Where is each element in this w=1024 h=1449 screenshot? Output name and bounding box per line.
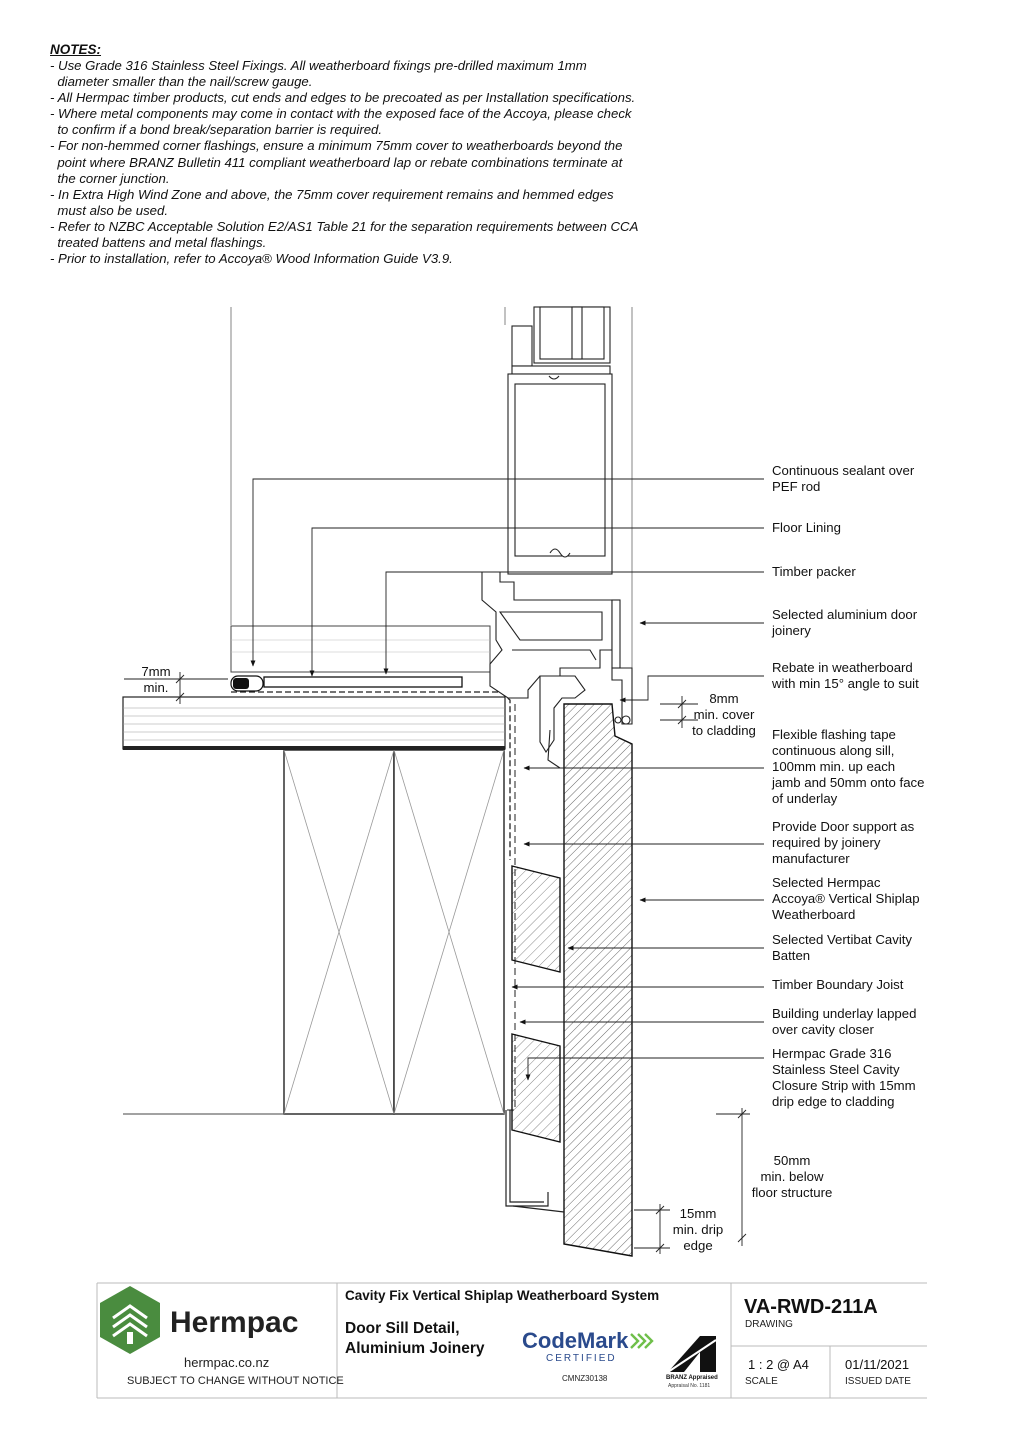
note-line: - Use Grade 316 Stainless Steel Fixings. All weatherboard fixings pre-drilled maximum 1mm bbox=[50, 58, 587, 73]
timber-boundary-joist bbox=[123, 750, 504, 1114]
scale-value: 1 : 2 @ A4 bbox=[748, 1357, 809, 1372]
note-line: - Prior to installation, refer to Accoya® Wood Information Guide V3.9. bbox=[50, 251, 453, 267]
note-line: must also be used. bbox=[50, 202, 169, 218]
label-door-support: Provide Door support as required by joinery manufacturer bbox=[772, 819, 915, 866]
label-closure-strip: Hermpac Grade 316 Stainless Steel Cavity Closure Strip with 15mm drip edge to cladding bbox=[772, 1046, 916, 1109]
website-text: hermpac.co.nz bbox=[184, 1355, 270, 1370]
label-rebate: Rebate in weatherboard with min 15° angle to suit bbox=[772, 660, 919, 691]
dim-15mm-label: 15mm min. drip edge bbox=[672, 1206, 724, 1253]
drawing-number: VA-RWD-211A bbox=[744, 1296, 878, 1318]
brand-name: Hermpac bbox=[170, 1306, 299, 1339]
dim-50mm-label: 50mm min. below floor structure bbox=[751, 1153, 833, 1200]
dim-8mm-label: 8mm min. cover to cladding bbox=[692, 691, 756, 738]
system-title: Cavity Fix Vertical Shiplap Weatherboard System bbox=[345, 1288, 660, 1303]
codemark-logo: CodeMark bbox=[522, 1328, 629, 1353]
codemark-certified: CERTIFIED bbox=[546, 1353, 617, 1364]
floor-lining bbox=[231, 626, 490, 672]
note-line: the corner junction. bbox=[50, 170, 170, 186]
branz-mark-icon bbox=[668, 1336, 716, 1372]
note-line: - In Extra High Wind Zone and above, the 75mm cover requirement remains and hemmed edges bbox=[50, 186, 614, 202]
drawing-label: DRAWING bbox=[745, 1319, 793, 1330]
dim-7mm-label: 7mm min. bbox=[141, 664, 171, 695]
label-flashing-tape: Flexible flashing tape continuous along sill, 100mm min. up each jamb and 50mm onto face of underlay bbox=[772, 727, 925, 806]
label-weatherboard: Selected Hermpac Accoya® Vertical Shiplap Weatherboard bbox=[772, 875, 920, 922]
branz-number: Appraisal No. 1181 bbox=[668, 1383, 711, 1389]
note-line: - Where metal components may come in contact with the exposed face of the Accoya, please check bbox=[50, 106, 632, 122]
label-floor-lining: Floor Lining bbox=[772, 520, 841, 535]
note-line: - Refer to NZBC Acceptable Solution E2/AS1 Table 21 for the separation requirements between CCA bbox=[50, 218, 639, 234]
disclaimer-text: SUBJECT TO CHANGE WITHOUT NOTICE bbox=[127, 1375, 344, 1387]
note-line: point where BRANZ Bulletin 411 compliant weatherboard lap or rebate combinations terminate at bbox=[50, 154, 623, 170]
accoya-weatherboard bbox=[564, 704, 632, 1256]
label-joist: Timber Boundary Joist bbox=[772, 977, 904, 992]
label-underlay: Building underlay lapped over cavity closer bbox=[772, 1006, 917, 1037]
issued-date-label: ISSUED DATE bbox=[845, 1376, 911, 1387]
label-door-joinery: Selected aluminium door joinery bbox=[772, 607, 918, 638]
hermpac-logo bbox=[100, 1286, 160, 1354]
scale-label: SCALE bbox=[745, 1376, 778, 1387]
notes-heading: NOTES: bbox=[50, 42, 102, 57]
floor-structure bbox=[123, 697, 505, 750]
label-sealant: Continuous sealant over PEF rod bbox=[772, 463, 915, 494]
issued-date: 01/11/2021 bbox=[845, 1357, 910, 1372]
note-line: - All Hermpac timber products, cut ends and edges to be precoated as per Installation specifications. bbox=[50, 90, 636, 106]
pef-rod-sealant bbox=[231, 676, 462, 691]
cavity-battens bbox=[512, 866, 560, 1142]
note-line: to confirm if a bond break/separation barrier is required. bbox=[50, 122, 383, 138]
note-line: diameter smaller than the nail/screw gauge. bbox=[50, 74, 313, 90]
note-line: - For non-hemmed corner flashings, ensure a minimum 75mm cover to weatherboards beyond the bbox=[50, 138, 623, 154]
branz-text: BRANZ Appraised bbox=[666, 1375, 718, 1381]
cert-number: CMNZ30138 bbox=[562, 1374, 608, 1383]
drawing-title-line2: Aluminium Joinery bbox=[345, 1340, 485, 1357]
label-timber-packer: Timber packer bbox=[772, 564, 856, 579]
note-line: treated battens and metal flashings. bbox=[50, 235, 267, 251]
drawing-title-line1: Door Sill Detail, bbox=[345, 1320, 460, 1337]
label-batten: Selected Vertibat Cavity Batten bbox=[772, 932, 913, 963]
codemark-chevron-icon bbox=[631, 1334, 652, 1348]
